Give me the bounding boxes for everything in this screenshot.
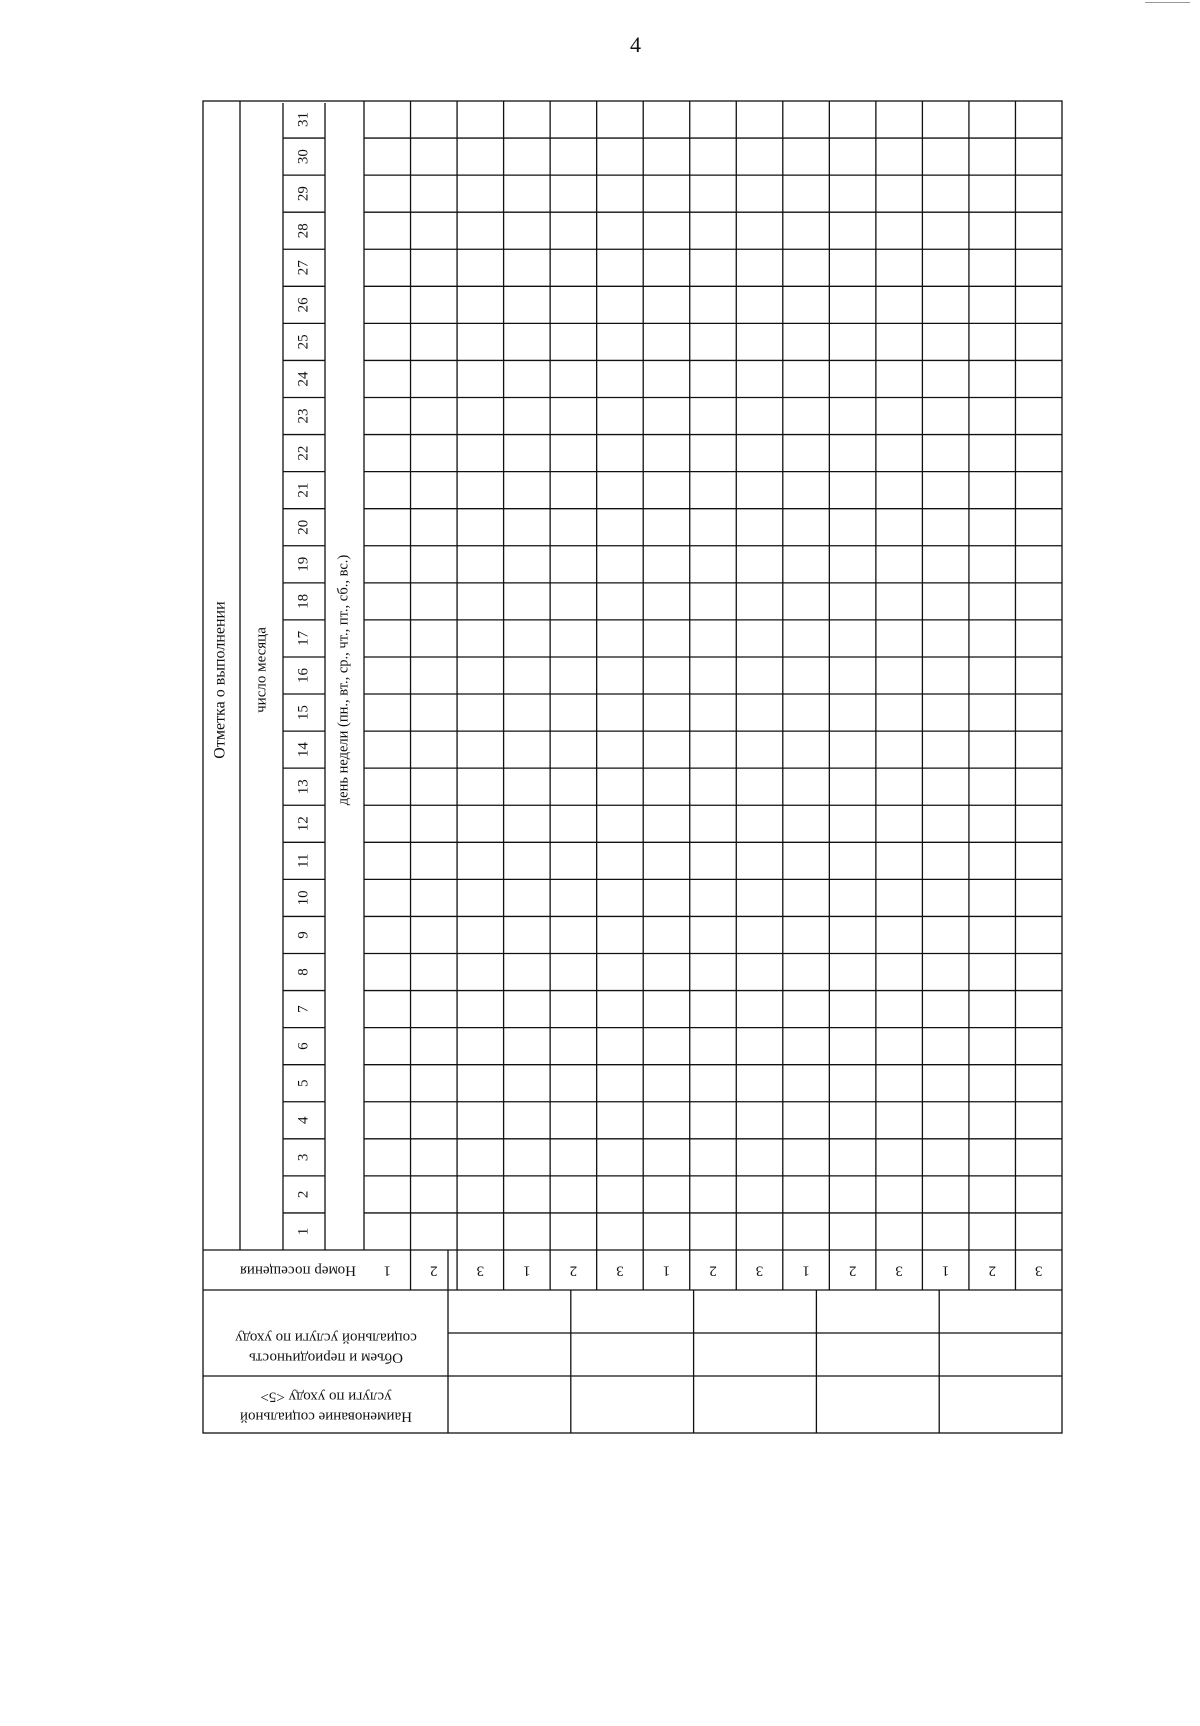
day-number-label: 16 <box>295 668 312 683</box>
day-number-label: 29 <box>295 186 312 202</box>
visit-number-label: 3 <box>616 1262 624 1279</box>
day-number-label: 14 <box>295 742 312 758</box>
day-number-label: 7 <box>295 1005 312 1013</box>
volume-periodicity-header: социальной услуги по уходу <box>235 1329 417 1346</box>
day-number-label: 21 <box>295 482 312 498</box>
visit-number-label: 2 <box>430 1262 438 1279</box>
volume-periodicity-header: Объем и периодичность <box>249 1349 403 1366</box>
day-number-label: 8 <box>295 968 312 976</box>
day-number-label: 18 <box>295 593 312 609</box>
day-number-label: 12 <box>295 816 312 832</box>
visit-number-header: Номер посещения <box>239 1262 357 1279</box>
day-number-label: 24 <box>295 371 312 387</box>
day-number-label: 23 <box>295 408 312 424</box>
visit-number-label: 3 <box>476 1262 485 1279</box>
day-number-label: 13 <box>295 779 312 795</box>
day-number-label: 22 <box>295 445 312 461</box>
table-grid <box>203 101 1062 1433</box>
day-number-label: 27 <box>295 260 312 276</box>
day-number-label: 17 <box>295 630 312 646</box>
visit-number-label: 2 <box>709 1262 717 1279</box>
visit-number-label: 1 <box>523 1262 531 1279</box>
day-number-label: 6 <box>295 1042 312 1050</box>
day-number-label: 2 <box>295 1190 312 1199</box>
day-number-label: 3 <box>295 1153 312 1162</box>
day-number-label: 20 <box>295 519 312 535</box>
service-name-header: Наименование социальной <box>239 1408 413 1425</box>
day-of-week-header: день недели (пн., вт., ср., чт., пт., сб., вс.) <box>335 554 352 806</box>
service-name-header: услуги по уходу <5> <box>260 1388 392 1405</box>
day-number-label: 19 <box>295 556 312 572</box>
visit-number-label: 1 <box>662 1262 671 1279</box>
day-number-label: 26 <box>295 297 312 313</box>
page-number: 4 <box>630 32 641 57</box>
day-number-label: 11 <box>295 853 312 869</box>
day-number-label: 28 <box>295 223 312 239</box>
completion-mark-header: Отметка о выполнении <box>211 601 229 759</box>
visit-number-label: 3 <box>895 1262 903 1279</box>
visit-number-label: 3 <box>1034 1262 1043 1279</box>
visit-number-label: 1 <box>802 1262 810 1279</box>
day-number-label: 5 <box>295 1079 312 1087</box>
visit-number-label: 2 <box>848 1262 857 1279</box>
day-number-label: 1 <box>295 1227 312 1236</box>
day-number-label: 9 <box>295 931 312 939</box>
day-number-label: 15 <box>295 705 312 721</box>
day-number-label: 10 <box>295 890 312 906</box>
visit-number-label: 2 <box>988 1262 996 1279</box>
visit-number-label: 1 <box>383 1262 392 1279</box>
day-number-label: 4 <box>295 1116 312 1125</box>
visit-number-label: 1 <box>941 1262 950 1279</box>
day-number-label: 30 <box>295 149 312 165</box>
day-of-month-header: число месяца <box>253 627 270 713</box>
visit-number-label: 3 <box>755 1262 764 1279</box>
table-outer-border <box>203 101 1062 1433</box>
day-number-label: 25 <box>295 334 312 350</box>
visit-number-label: 2 <box>569 1262 578 1279</box>
day-number-label: 31 <box>295 112 312 128</box>
